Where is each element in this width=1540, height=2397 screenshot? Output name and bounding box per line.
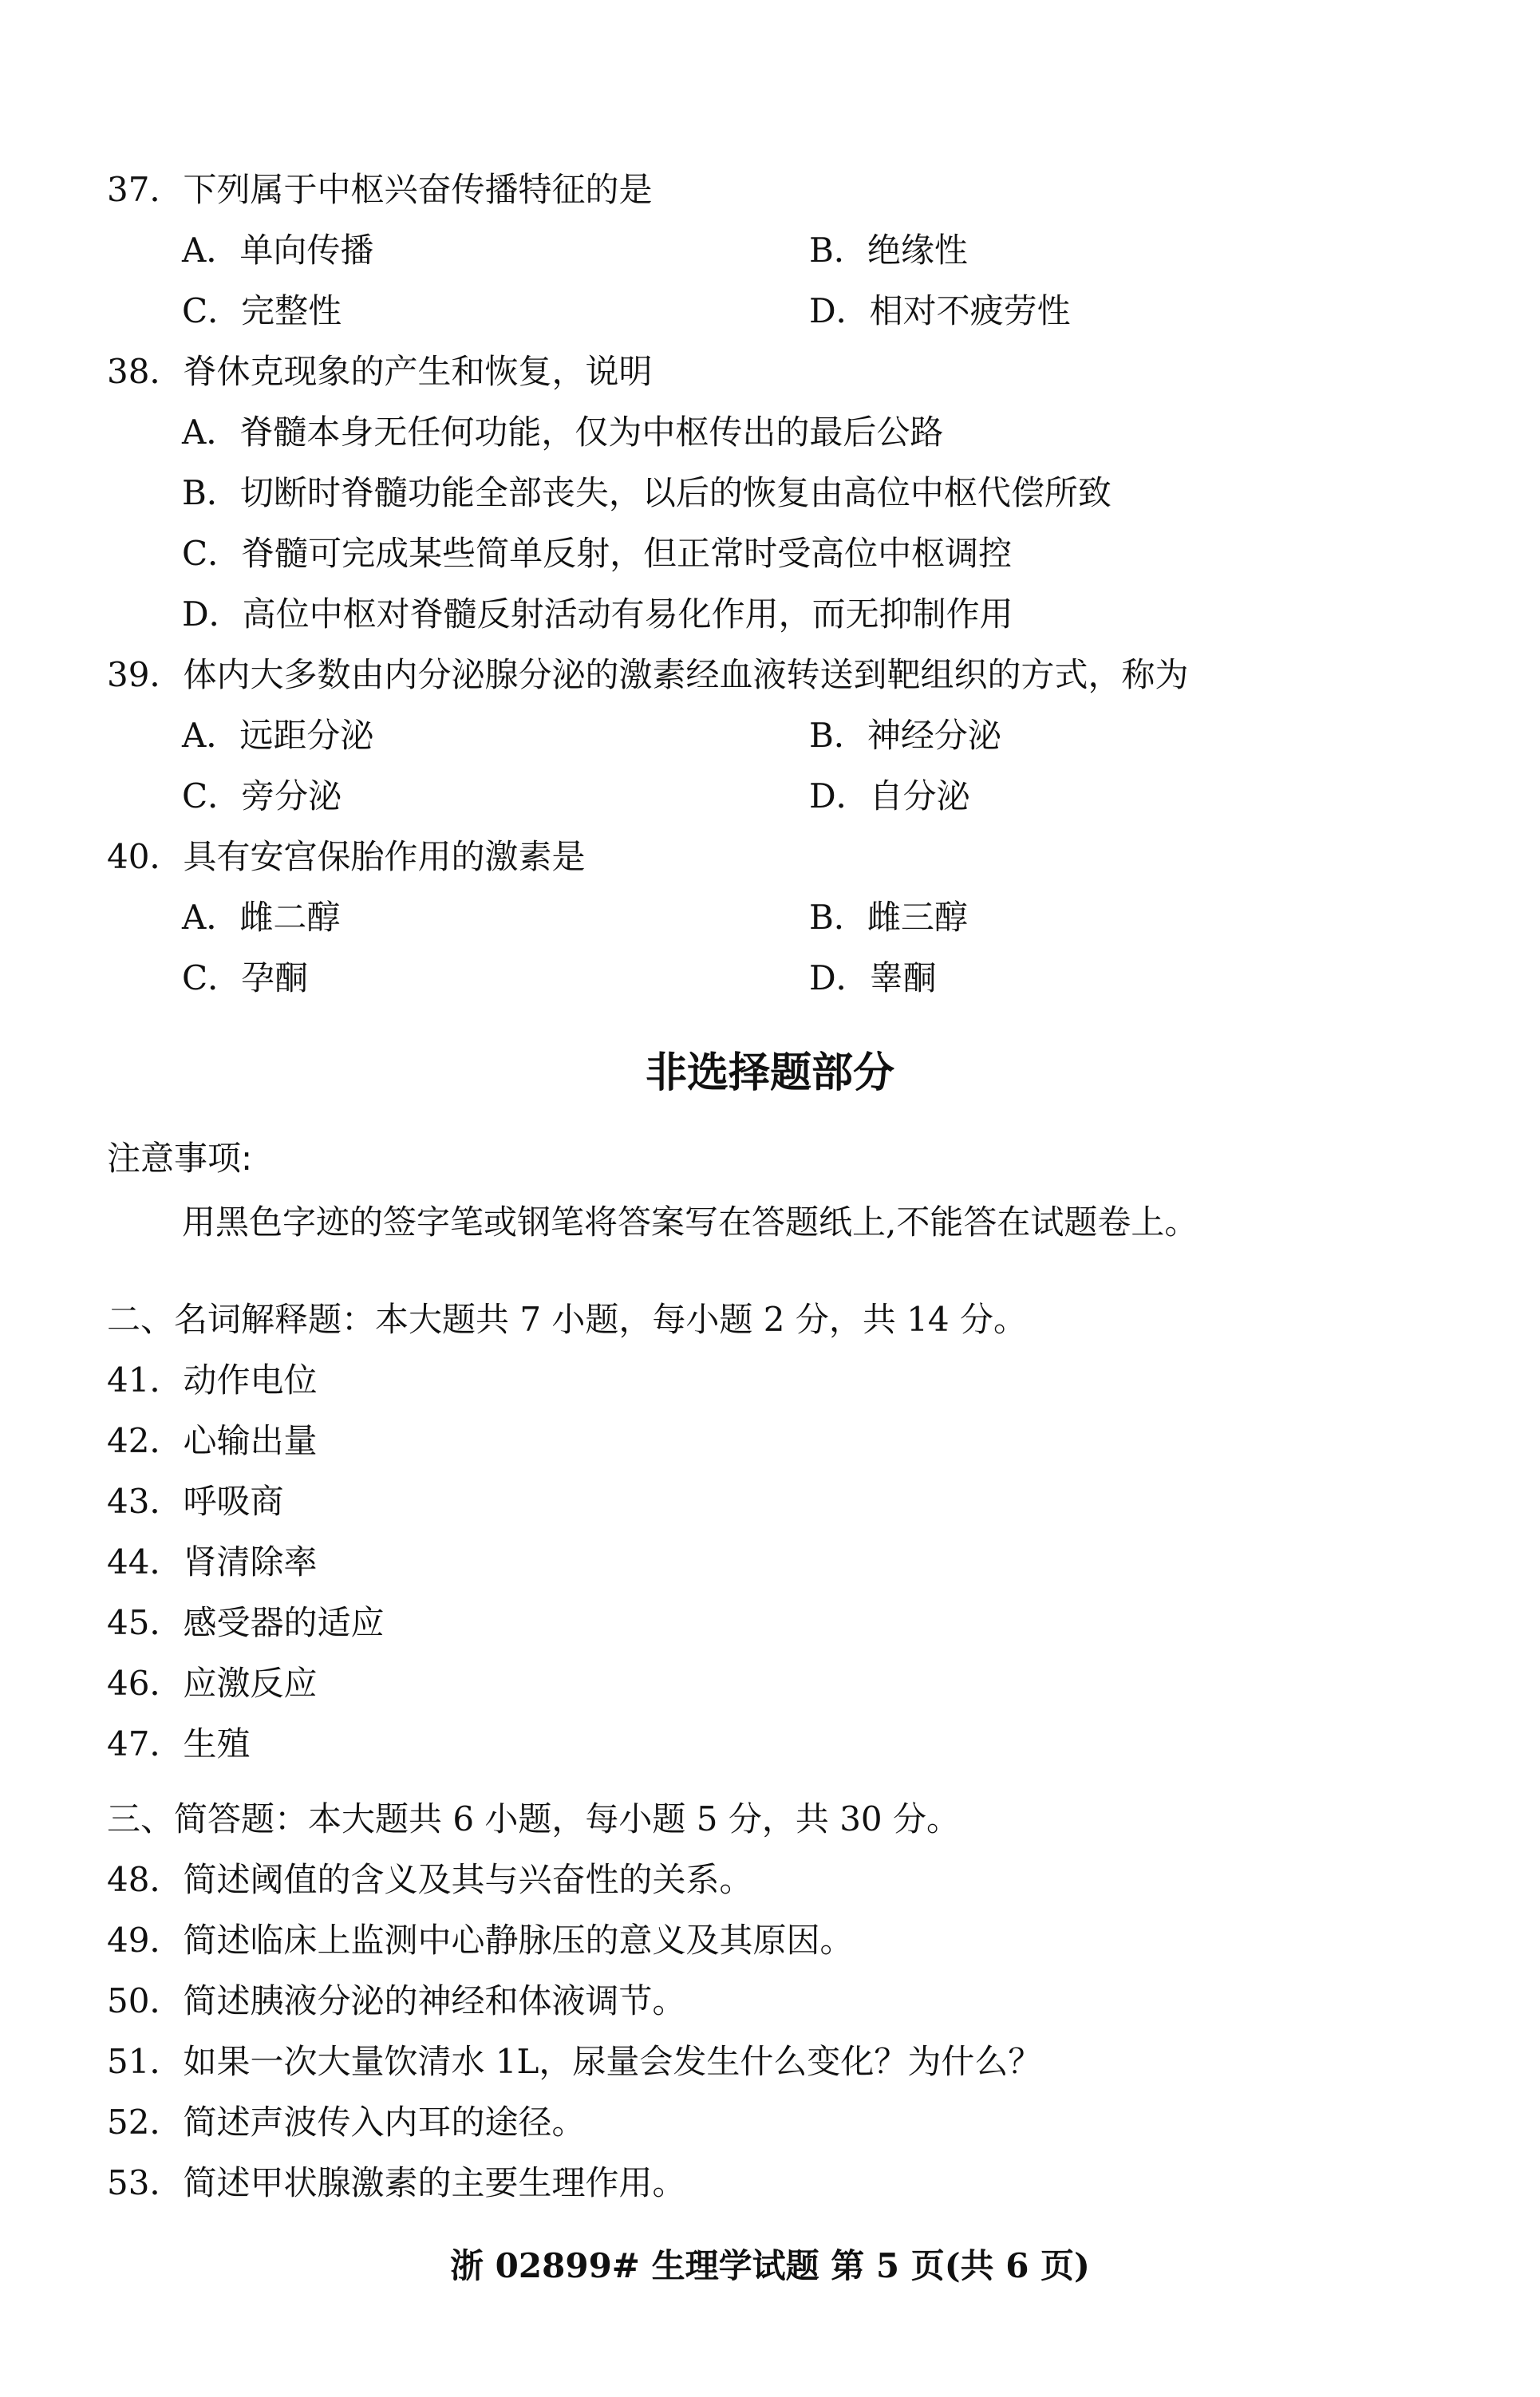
question-40-option-b: B．雌三醇	[809, 898, 968, 937]
question-39-stem: 39．体内大多数由内分泌腺分泌的激素经血液转送到靶组织的方式，称为	[107, 655, 1189, 694]
question-38-option-b: B．切断时脊髓功能全部丧失，以后的恢复由高位中枢代偿所致	[182, 473, 1112, 512]
question-38-option-a: A．脊髓本身无任何功能，仅为中枢传出的最后公路	[182, 413, 944, 452]
part3-heading: 三、简答题：本大题共 6 小题，每小题 5 分，共 30 分。	[107, 1799, 960, 1838]
question-40-option-c: C．孕酮	[182, 958, 309, 997]
question-39-option-c: C．旁分泌	[182, 776, 342, 815]
list-item: 41．动作电位	[107, 1360, 318, 1400]
question-39-option-b: B．神经分泌	[809, 716, 1001, 755]
part2-heading: 二、名词解释题：本大题共 7 小题，每小题 2 分，共 14 分。	[107, 1300, 1027, 1339]
list-item: 49．简述临床上监测中心静脉压的意义及其原因。	[107, 1921, 854, 1960]
section-title: 非选择题部分	[645, 1049, 894, 1097]
question-39-option-a: A．远距分泌	[182, 716, 374, 755]
question-38-stem: 38．脊休克现象的产生和恢复，说明	[107, 352, 653, 391]
question-40-option-d: D．睾酮	[809, 958, 937, 997]
notice-heading: 注意事项:	[107, 1139, 253, 1178]
question-37-option-b: B．绝缘性	[809, 231, 968, 270]
list-item: 52．简述声波传入内耳的途径。	[107, 2103, 586, 2142]
list-item: 47．生殖	[107, 1724, 251, 1763]
list-item: 46．应激反应	[107, 1664, 318, 1703]
question-38-option-c: C．脊髓可完成某些简单反射，但正常时受高位中枢调控	[182, 534, 1013, 573]
list-item: 51．如果一次大量饮清水 1L，尿量会发生什么变化？为什么？	[107, 2042, 1042, 2081]
question-37-option-c: C．完整性	[182, 291, 342, 330]
question-37-option-a: A．单向传播	[182, 231, 374, 270]
list-item: 50．简述胰液分泌的神经和体液调节。	[107, 1981, 686, 2020]
list-item: 45．感受器的适应	[107, 1603, 385, 1642]
page-footer: 浙 02899# 生理学试题 第 5 页(共 6 页)	[450, 2246, 1090, 2285]
question-37-stem: 37．下列属于中枢兴奋传播特征的是	[107, 170, 653, 209]
list-item: 48．简述阈值的含义及其与兴奋性的关系。	[107, 1860, 753, 1899]
question-37-option-d: D．相对不疲劳性	[809, 291, 1071, 330]
list-item: 42．心输出量	[107, 1421, 318, 1460]
list-item: 53．简述甲状腺激素的主要生理作用。	[107, 2163, 686, 2202]
notice-text: 用黑色字迹的签字笔或钢笔将答案写在答题纸上,不能答在试题卷上。	[182, 1202, 1198, 1242]
question-38-option-d: D．高位中枢对脊髓反射活动有易化作用，而无抑制作用	[182, 594, 1013, 634]
list-item: 44．肾清除率	[107, 1542, 318, 1582]
question-40-option-a: A．雌二醇	[182, 898, 341, 937]
question-40-stem: 40．具有安宫保胎作用的激素是	[107, 837, 586, 876]
question-39-option-d: D．自分泌	[809, 776, 970, 815]
list-item: 43．呼吸商	[107, 1482, 284, 1521]
